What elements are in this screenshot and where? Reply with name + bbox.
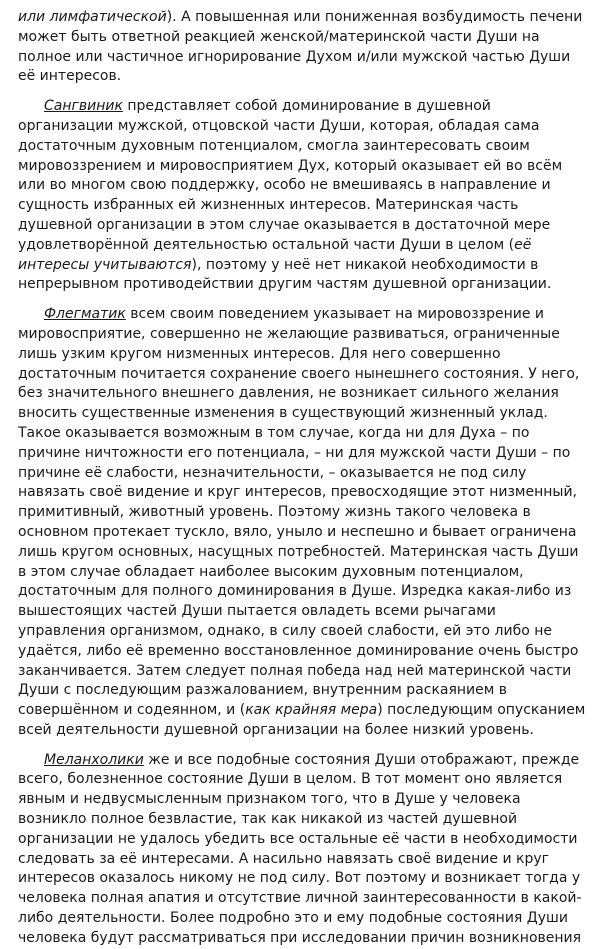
term-sanguine: Сангвиник	[44, 98, 123, 115]
term-phlegmatic: Флегматик	[44, 306, 126, 323]
italic-phrase: её интересы учитываются	[18, 236, 532, 273]
paragraph-text: же и все подобные состояния Души отображают, прежде всего, болезненное состояние Души в целом. В тот момент оно является явным и недвусмысленным признаком того, что в Душе у человека возникло полное безвластие, так как никакой из частей душевной организации не удалось убедить все остальные её части в необходимости следовать за её интересами. А насильно навязать своё видение и круг интересов оказалось никому не под силу. Вот поэтому и возникает тогда у человека полная апатия и отсутствие личной заинтересованности в какой-либо деятельности. Более подробно это и ему подобные состояния Души человека будут рассматриваться при исследовании причин возникновения	[18, 751, 582, 946]
paragraph-text: ), поэтому у неё нет никакой необходимости в непрерывном противодействии другим частям душевной организации.	[18, 256, 552, 293]
italic-phrase: как крайняя мера	[245, 702, 378, 719]
term-melancholic: Меланхолики	[44, 751, 144, 768]
paragraph-text: представляет собой доминирование в душевной организации мужской, отцовской части Души, которая, обладая сама достаточным духовным потенциалом, смогла заинтересовать своим мировоззрением и мировосприятием Дух, который оказывает ей во всём или во многом свою поддержку, особо не вмешиваясь в направление и сущность избранных ей жизненных интересов. Материнская часть душевной организации в этом случае оказывается в достаточной мере удовлетворённой деятельностью остальной части Души в целом (	[18, 98, 563, 253]
paragraph-text: ) последующим опусканием всей деятельности душевной организации на более низкий уровень.	[18, 702, 586, 738]
paragraph-text: ). А повышенная или пониженная возбудимость печени может быть ответной реакцией женской/материнской части Души на полное или частичное игнорирование Духом и/или мужской частью Души её интересов.	[18, 9, 583, 85]
paragraph-text: всем своим поведением указывает на мировоззрение и мировосприятие, совершенно не желающие развиваться, ограниченные лишь узким кругом низменных интересов. Для него совершенно достаточным почитается сохранение своего нынешнего состояния. У него, без значительного внешнего давления, не возникает сильного желания вносить существенные изменения в существующий жизненный уклад. Такое оказывается возможным в том случае, когда ни для Духа – по причине ничтожности его потенциала, – ни для мужской части Души – по причине её слабости, незначительности, – оказывается не под силу навязать своё видение и круг интересов, превосходящие этот низменный, примитивный, животный уровень. Поэтому жизнь такого человека в основном протекает тускло, вяло, уныло и неспешно и бывает ограничена лишь кругом основных, насущных потребностей. Материнская часть Души в этом случае обладает наиболее высоким духовным потенциалом, достаточным для полного доминирования в Душе. Изредка какая-либо из вышестоящих частей Души пытается овладеть всеми рычагами управления организмом, однако, в силу своей слабости, ей это либо не удаётся, либо её временно восстановленное доминирование очень быстро заканчивается. Затем следует полная победа над ней материнской части Души с последующим разжалованием, внутренним раскаянием в совершённом и содеянном, и (	[18, 306, 580, 719]
paragraph-liver-excitability	[18, 8, 586, 87]
paragraph-phlegmatic	[18, 305, 586, 741]
paragraph-sanguine	[18, 97, 586, 295]
italic-phrase: или лимфатической	[18, 9, 167, 25]
